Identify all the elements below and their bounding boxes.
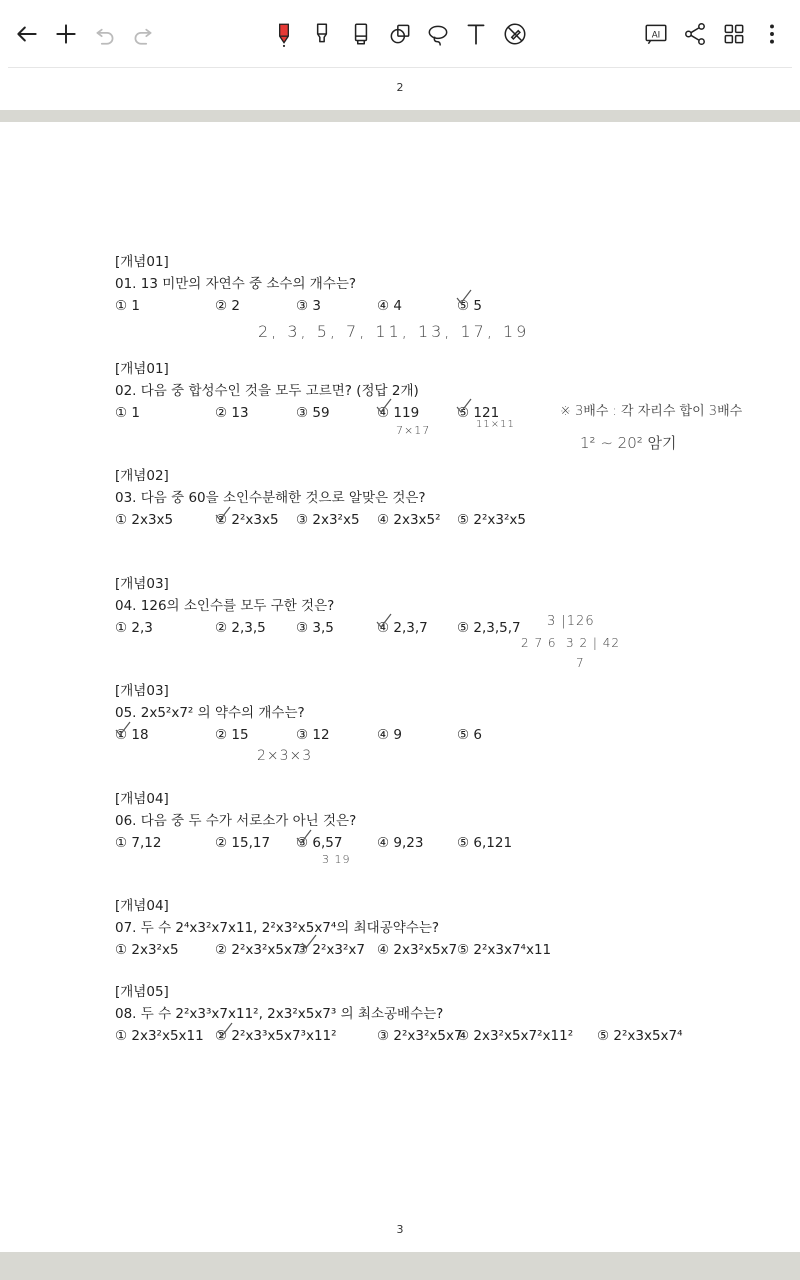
- page-gap-bottom: [0, 1252, 800, 1280]
- option-2: ② 2²x3³x5x7³x11²: [215, 1028, 337, 1044]
- handwriting-note-2: 1² ~ 20² 암기: [580, 434, 677, 452]
- option-2: ② 15,17: [215, 835, 271, 851]
- option-5: ⑤ 2²x3²x5: [457, 512, 526, 528]
- handwriting-q2-b: 11×11: [476, 419, 515, 430]
- option-5: ⑤ 6,121: [457, 835, 513, 851]
- option-5: ⑤ 121: [457, 405, 500, 421]
- question-stem: 06. 다음 중 두 수가 서로소가 아닌 것은?: [115, 813, 357, 829]
- option-3: ③ 2x3²x5: [296, 512, 360, 528]
- concept-tag: [개념04]: [115, 898, 169, 914]
- option-5: ⑤ 2²x3x5x7⁴: [597, 1028, 683, 1044]
- shape-icon[interactable]: [380, 14, 420, 54]
- option-4: ④ 119: [377, 405, 420, 421]
- ai-icon[interactable]: [636, 14, 676, 54]
- grid-icon[interactable]: [714, 14, 754, 54]
- question-05: [115, 681, 795, 746]
- option-5: ⑤ 2,3,5,7: [457, 620, 521, 636]
- option-4: ④ 4: [377, 298, 402, 314]
- back-arrow-icon[interactable]: [7, 14, 47, 54]
- option-1: ① 18: [115, 727, 149, 743]
- option-3: ③ 59: [296, 405, 330, 421]
- option-4: ④ 2x3²x5x7: [377, 942, 458, 958]
- check-mark-icon: [114, 720, 132, 738]
- handwriting-q4-division-bottom: 7: [576, 656, 585, 670]
- concept-tag: [개념01]: [115, 361, 169, 377]
- disable-pen-icon[interactable]: [495, 14, 535, 54]
- option-1: ① 2x3²x5x11: [115, 1028, 204, 1044]
- handwriting-q6-work: 3 19: [322, 853, 351, 866]
- check-mark-icon: [216, 1021, 234, 1039]
- concept-tag: [개념01]: [115, 254, 169, 270]
- handwriting-note-1: ※ 3배수 : 각 자리수 합이 3배수: [560, 404, 743, 419]
- current-page-number: 3: [396, 1223, 404, 1236]
- handwriting-q2-a: 7×17: [396, 424, 431, 437]
- option-4: ④ 9,23: [377, 835, 424, 851]
- add-icon[interactable]: [46, 14, 86, 54]
- option-2: ② 2²x3x5: [215, 512, 279, 528]
- concept-tag: [개념03]: [115, 576, 169, 592]
- option-4: ④ 9: [377, 727, 402, 743]
- option-4: ④ 2,3,7: [377, 620, 428, 636]
- option-1: ① 2x3x5: [115, 512, 174, 528]
- question-04: [115, 574, 795, 639]
- concept-tag: [개념02]: [115, 468, 169, 484]
- handwriting-q4-division-left: 2 7 6: [521, 636, 557, 650]
- option-1: ① 2,3: [115, 620, 153, 636]
- check-mark-icon: [375, 397, 393, 415]
- lasso-icon[interactable]: [418, 14, 458, 54]
- check-mark-icon: [295, 828, 313, 846]
- question-stem: 04. 126의 소인수를 모두 구한 것은?: [115, 598, 335, 614]
- check-mark-icon: [375, 612, 393, 630]
- option-2: ② 2,3,5: [215, 620, 266, 636]
- concept-tag: [개념03]: [115, 683, 169, 699]
- more-icon[interactable]: [752, 14, 792, 54]
- question-stem: 05. 2x5²x7² 의 약수의 개수는?: [115, 705, 305, 721]
- prev-page-number: 2: [396, 81, 404, 94]
- option-4: ④ 2x3x5²: [377, 512, 441, 528]
- redo-icon[interactable]: [123, 14, 163, 54]
- check-mark-icon: [300, 933, 318, 951]
- concept-tag: [개념04]: [115, 791, 169, 807]
- page-gap: [0, 110, 800, 122]
- option-3: ③ 3,5: [296, 620, 334, 636]
- handwriting-q4-division-top: 3 |126: [547, 614, 595, 629]
- option-1: ① 7,12: [115, 835, 162, 851]
- option-3: ③ 2²x3²x5x7: [377, 1028, 463, 1044]
- option-2: ② 13: [215, 405, 249, 421]
- option-1: ① 1: [115, 405, 140, 421]
- text-icon[interactable]: [456, 14, 496, 54]
- eraser-icon[interactable]: [341, 14, 381, 54]
- share-icon[interactable]: [675, 14, 715, 54]
- option-1: ① 1: [115, 298, 140, 314]
- option-1: ① 2x3²x5: [115, 942, 179, 958]
- option-5: ⑤ 6: [457, 727, 482, 743]
- question-01: [115, 252, 795, 317]
- option-3: ③ 2²x3²x7: [296, 942, 365, 958]
- handwriting-q5-work: 2×3×3: [257, 748, 313, 764]
- handwriting-q1-primes: 2, 3, 5, 7, 11, 13, 17, 19: [258, 322, 530, 341]
- toolbar: [0, 0, 800, 68]
- option-3: ③ 12: [296, 727, 330, 743]
- question-stem: 01. 13 미만의 자연수 중 소수의 개수는?: [115, 276, 357, 292]
- question-stem: 02. 다음 중 합성수인 것을 모두 고르면? (정답 2개): [115, 383, 419, 399]
- option-4: ④ 2x3²x5x7²x11²: [457, 1028, 574, 1044]
- check-mark-icon: [455, 397, 473, 415]
- check-mark-icon: [214, 505, 232, 523]
- question-stem: 08. 두 수 2²x3³x7x11², 2x3²x5x7³ 의 최소공배수는?: [115, 1006, 444, 1022]
- concept-tag: [개념05]: [115, 984, 169, 1000]
- option-2: ② 2: [215, 298, 240, 314]
- undo-icon[interactable]: [85, 14, 125, 54]
- svg-text:AI: AI: [651, 30, 661, 41]
- option-5: ⑤ 5: [457, 298, 482, 314]
- highlighter-icon[interactable]: [302, 14, 342, 54]
- check-mark-icon: [455, 288, 473, 306]
- toolbar-divider: [8, 67, 792, 68]
- question-06: [115, 789, 795, 854]
- handwriting-q4-division-mid: 3 2 | 42: [566, 636, 621, 650]
- option-3: ③ 3: [296, 298, 321, 314]
- question-07: [115, 896, 795, 961]
- pen-red-icon[interactable]: [264, 14, 304, 54]
- question-stem: 07. 두 수 2⁴x3²x7x11, 2²x3²x5x7⁴의 최대공약수는?: [115, 920, 440, 936]
- option-5: ⑤ 2²x3x7⁴x11: [457, 942, 552, 958]
- question-stem: 03. 다음 중 60을 소인수분해한 것으로 알맞은 것은?: [115, 490, 426, 506]
- option-2: ② 15: [215, 727, 249, 743]
- option-2: ② 2²x3²x5x7: [215, 942, 301, 958]
- option-3: ③ 6,57: [296, 835, 343, 851]
